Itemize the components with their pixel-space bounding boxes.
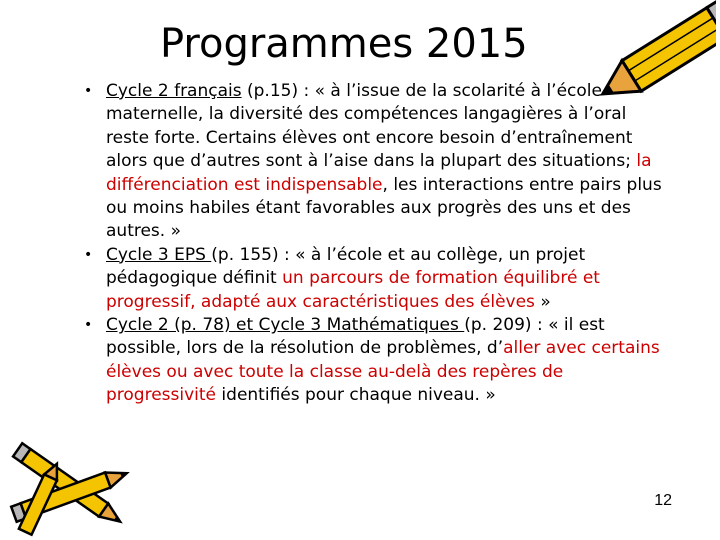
highlighted-text: aller avec certains élèves ou avec toute la classe au-delà des repères de progressivité: [106, 338, 660, 406]
reference-label: Cycle 3 EPS: [106, 244, 212, 265]
bullet-dot: •: [84, 317, 93, 334]
quote-text: (p. 155) : « à l’école et au collège, un projet pédagogique définit: [106, 244, 586, 289]
highlighted-text: un parcours de formation équilibré et progressif, adapté aux caractéristiques des élèves: [106, 268, 600, 312]
reference-label: Cycle 2 (p. 78) et Cycle 3 Mathématiques: [106, 315, 465, 336]
bullet-dot: •: [84, 246, 93, 263]
bullet-item: [82, 244, 672, 314]
quote-text: identifiés pour chaque niveau. »: [216, 385, 496, 406]
bullet-dot: •: [84, 83, 93, 99]
quote-text: (p. 209) : « il est possible, lors de la résolution de problèmes, d’: [106, 315, 605, 359]
bullet-item: [82, 80, 672, 244]
quote-text: (p.15) : « à l’issue de la scolarité à l’école maternelle, la diversité des compétences langagières à l’oral reste forte. Certains élèves ont encore besoin d’entraînement alors que d’autres sont à l’aise dans la plupart des situations;: [106, 81, 637, 172]
reference-label: Cycle 2 français: [106, 81, 242, 101]
quote-text: , les interactions entre pairs plus ou moins habiles étant favorables aux progrès des uns et des autres. »: [106, 174, 662, 242]
pencil-icon: [598, 0, 716, 120]
highlighted-text: la différenciation est indispensable: [106, 151, 652, 195]
slide-title: Programmes 2015: [160, 21, 528, 67]
pencils-icon: [0, 440, 150, 540]
quote-text: »: [534, 291, 551, 312]
page-number: 12: [654, 492, 672, 509]
bullet-item: [82, 314, 672, 408]
bullet-list: [82, 80, 672, 408]
